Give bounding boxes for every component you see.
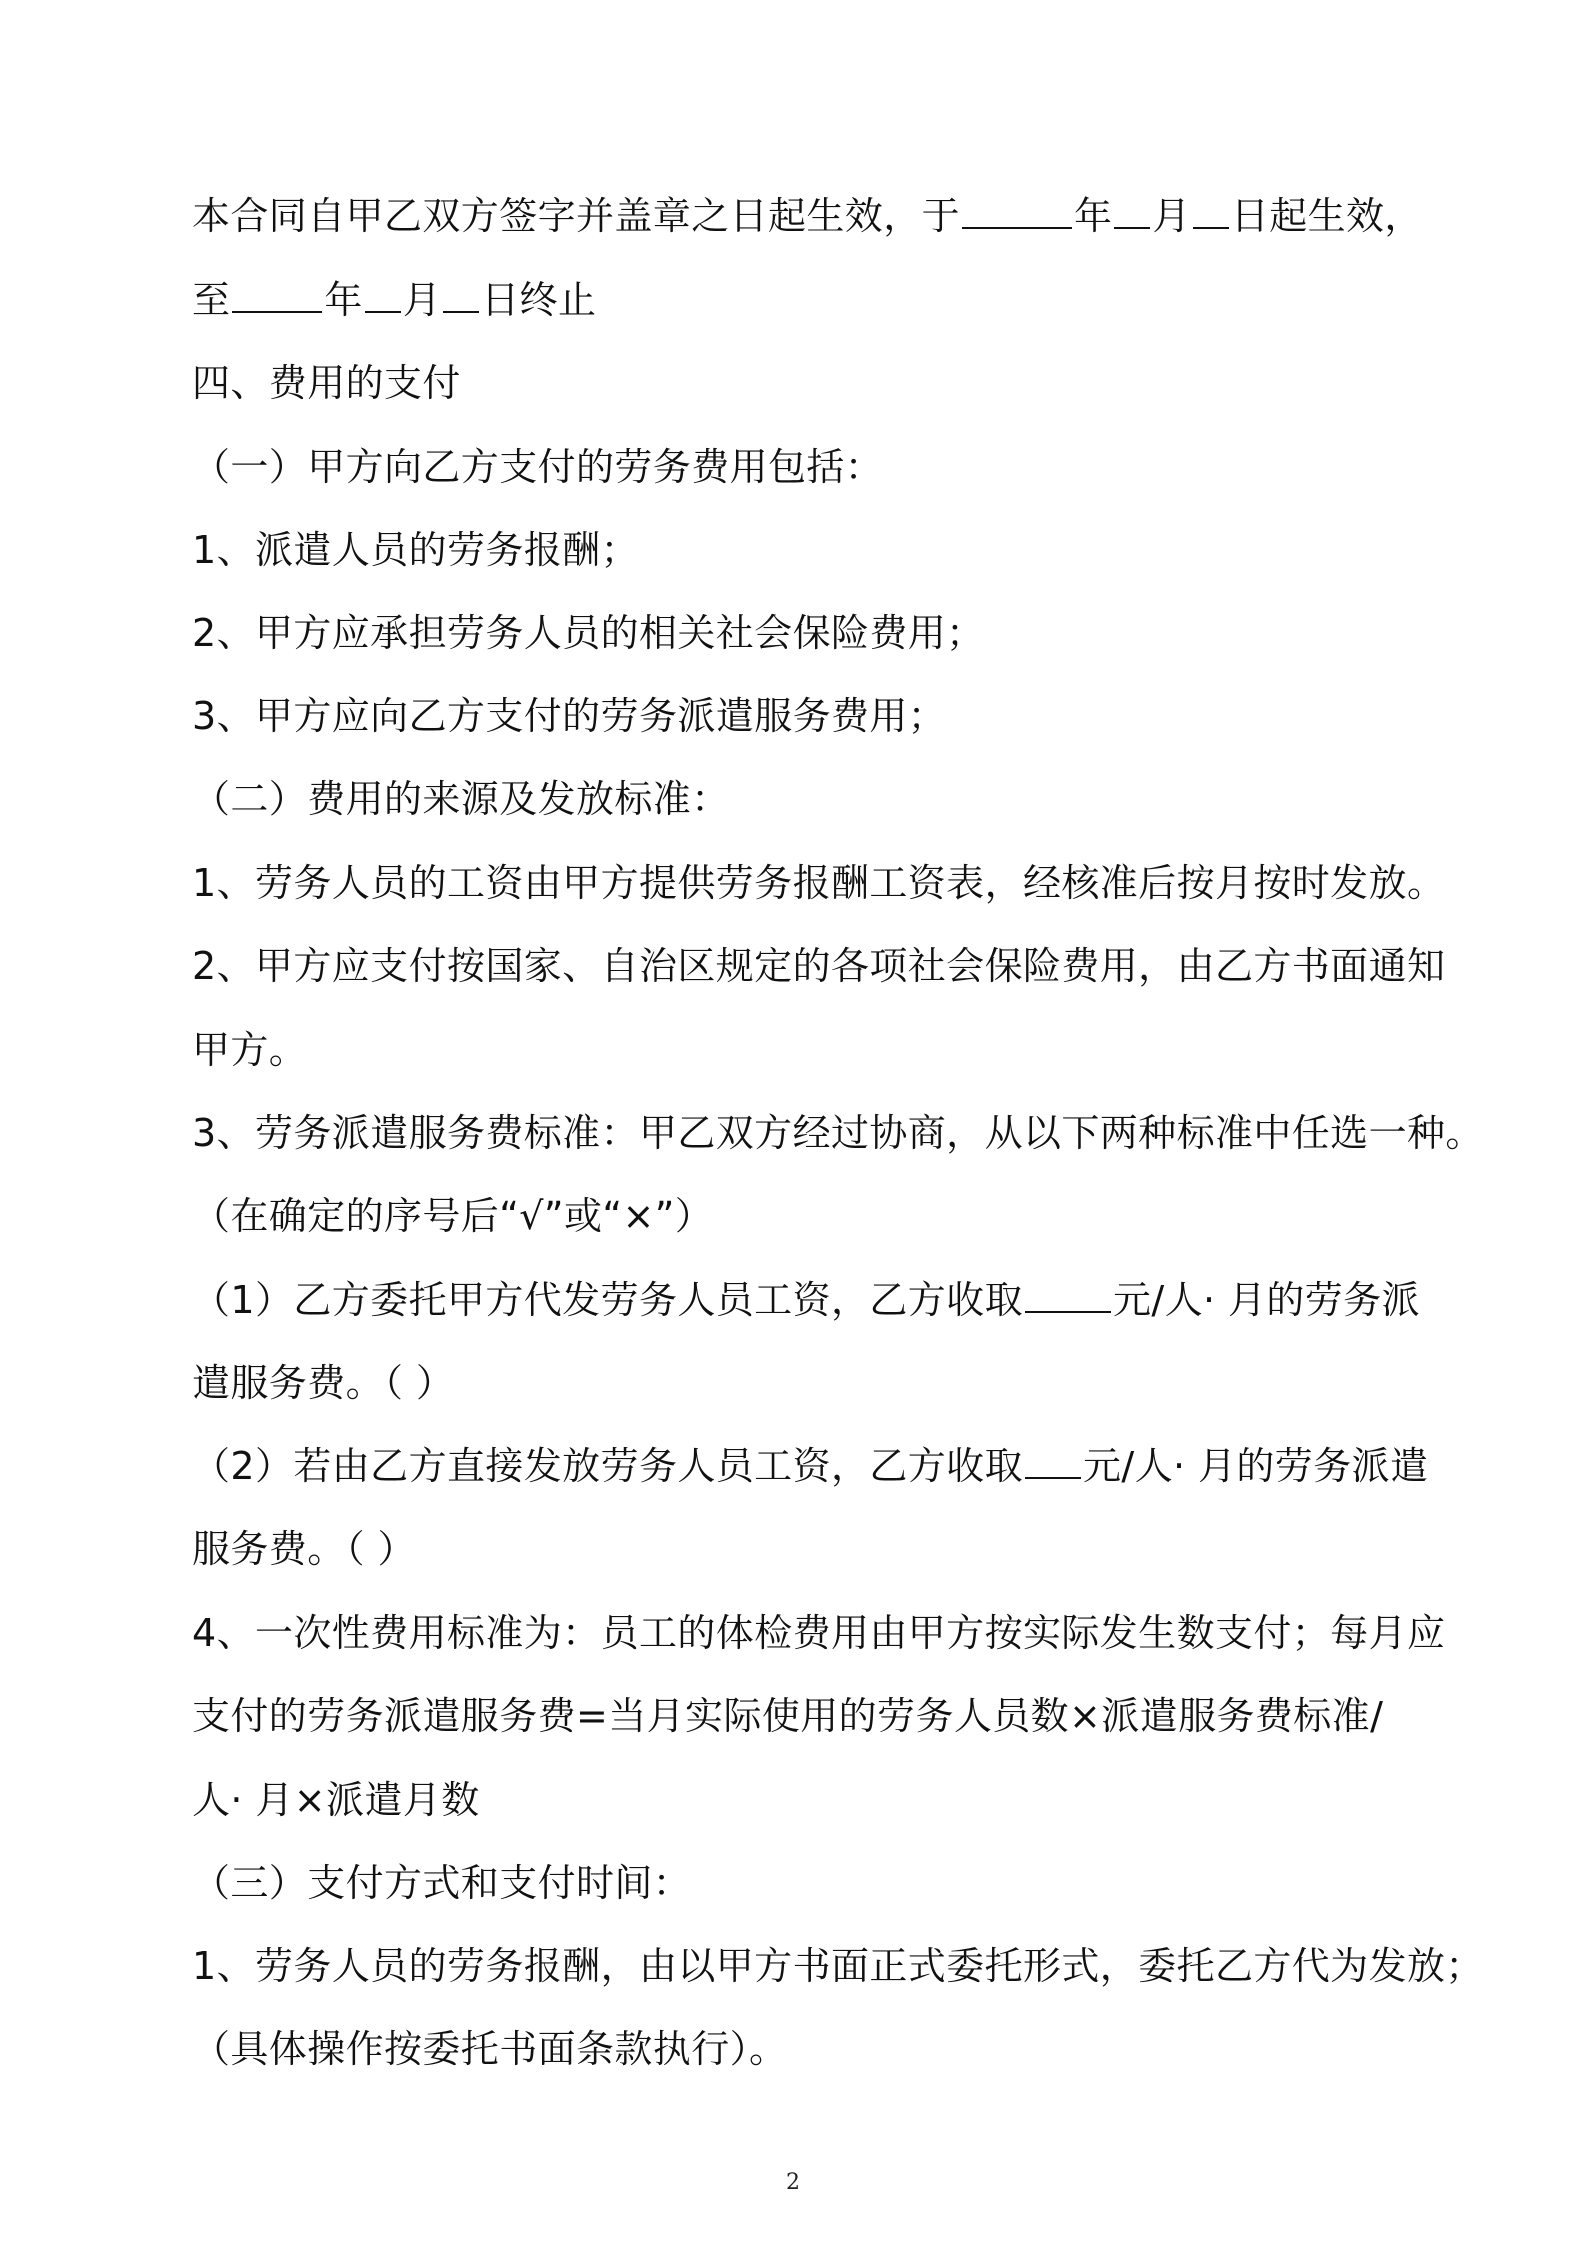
text-segment: 日起生效， bbox=[1230, 194, 1423, 238]
paragraph-continuation: 甲方。 bbox=[192, 1028, 308, 1072]
text-segment: （2）若由乙方直接发放劳务人员工资，乙方收取 bbox=[192, 1444, 1023, 1488]
day-blank bbox=[443, 271, 479, 313]
amount-blank bbox=[1025, 1271, 1111, 1313]
text-segment: 年 bbox=[324, 278, 363, 322]
text-segment: 元/人· 月的劳务派遣 bbox=[1082, 1444, 1429, 1488]
paragraph-continuation: 遣服务费。（ ） bbox=[192, 1361, 455, 1405]
page-number: 2 bbox=[786, 2170, 800, 2195]
subsection-heading: （二）费用的来源及发放标准： bbox=[192, 777, 730, 821]
text-segment: 元/人· 月的劳务派 bbox=[1112, 1278, 1420, 1322]
amount-blank bbox=[1025, 1437, 1081, 1479]
subsection-heading: （一）甲方向乙方支付的劳务费用包括： bbox=[192, 445, 884, 489]
text-segment: 至 bbox=[192, 278, 231, 322]
note-text: （具体操作按委托书面条款执行）。 bbox=[192, 2027, 788, 2071]
text-segment: （1）乙方委托甲方代发劳务人员工资，乙方收取 bbox=[192, 1278, 1023, 1322]
text-segment: 本合同自甲乙双方签字并盖章之日起生效，于 bbox=[192, 194, 961, 238]
month-blank bbox=[365, 271, 401, 313]
termination-date-line bbox=[192, 270, 596, 330]
paragraph-continuation: 服务费。（ ） bbox=[192, 1527, 416, 1571]
section-heading: 四、费用的支付 bbox=[192, 361, 461, 405]
text-segment: 日终止 bbox=[481, 278, 597, 322]
year-blank bbox=[232, 271, 322, 313]
list-item: 2、甲方应承担劳务人员的相关社会保险费用； bbox=[192, 611, 985, 655]
year-blank bbox=[962, 187, 1072, 229]
effective-date-line bbox=[192, 186, 1423, 246]
text-segment: 月 bbox=[1152, 194, 1191, 238]
option-two-line bbox=[192, 1436, 1428, 1496]
option-one-line bbox=[192, 1270, 1420, 1330]
list-item: 3、劳务派遣服务费标准：甲乙双方经过协商，从以下两种标准中任选一种。 bbox=[192, 1111, 1484, 1155]
list-item: 1、劳务人员的工资由甲方提供劳务报酬工资表，经核准后按月按时发放。 bbox=[192, 861, 1446, 905]
text-segment: 年 bbox=[1074, 194, 1113, 238]
list-item: 3、甲方应向乙方支付的劳务派遣服务费用； bbox=[192, 694, 947, 738]
note-text: （在确定的序号后“√”或“×”） bbox=[192, 1194, 714, 1238]
day-blank bbox=[1193, 187, 1229, 229]
list-item: 1、派遣人员的劳务报酬； bbox=[192, 528, 639, 572]
month-blank bbox=[1114, 187, 1150, 229]
subsection-heading: （三）支付方式和支付时间： bbox=[192, 1861, 692, 1905]
list-item: 1、劳务人员的劳务报酬，由以甲方书面正式委托形式，委托乙方代为发放； bbox=[192, 1944, 1484, 1988]
paragraph-continuation: 支付的劳务派遣服务费=当月实际使用的劳务人员数×派遣服务费标准/ bbox=[192, 1694, 1384, 1738]
list-item: 2、甲方应支付按国家、自治区规定的各项社会保险费用，由乙方书面通知 bbox=[192, 944, 1446, 988]
text-segment: 月 bbox=[402, 278, 442, 322]
paragraph-continuation: 人· 月×派遣月数 bbox=[192, 1778, 480, 1822]
list-item: 4、一次性费用标准为：员工的体检费用由甲方按实际发生数支付；每月应 bbox=[192, 1611, 1446, 1655]
